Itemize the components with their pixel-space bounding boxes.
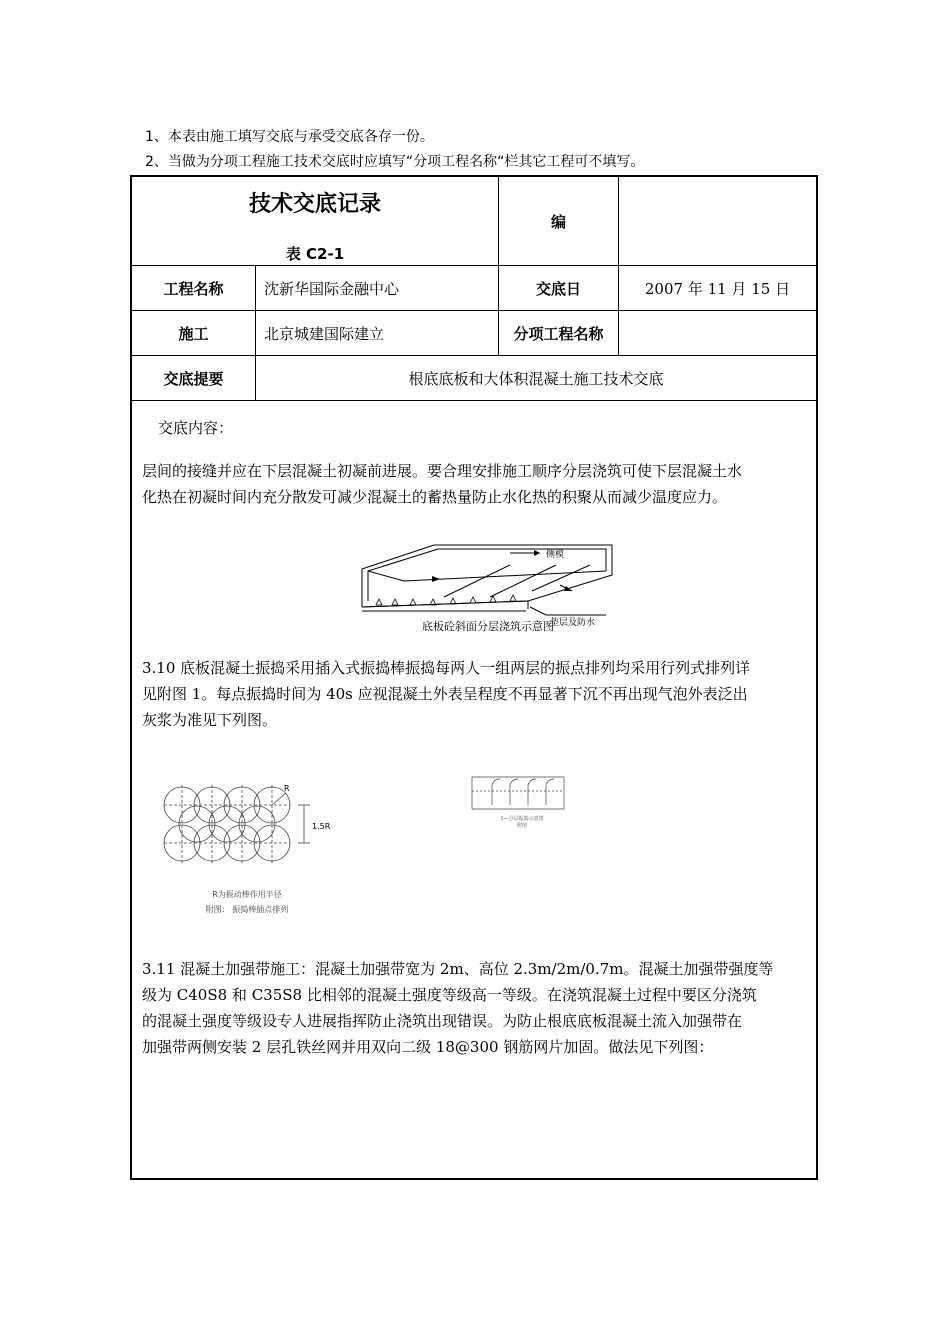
paragraph-line: 化热在初凝时间内充分散发可减少混凝土的蓄热量防止水化热的积聚从而减少温度应力。 — [142, 488, 728, 506]
contractor-value: 北京城建国际建立 — [264, 324, 385, 343]
form-title: 技术交底记录 — [248, 192, 381, 217]
contractor-label: 施工 — [178, 324, 209, 343]
paragraph-line: 3.11 混凝土加强带施工：混凝土加强带宽为 2m、高位 2.3m/2m/0.7m。混凝土加强带强度等 — [142, 960, 774, 978]
subproject-label: 分项工程名称 — [513, 324, 604, 343]
paragraph-layering — [142, 458, 810, 510]
figure-vibrator-points — [162, 777, 332, 873]
summary-label: 交底提要 — [163, 369, 224, 388]
figure-caption-slope: 底板砼斜面分层浇筑示意图 — [422, 620, 554, 633]
disclosure-form — [130, 175, 818, 1180]
note-1: 1、本表由施工填写交底与承受交底各存一份。 — [145, 129, 434, 145]
figure-caption-radius: R为振动棒作用半径 — [212, 890, 282, 899]
date-label: 交底日 — [535, 279, 581, 298]
figure-label-bedding: 垫层及防水 — [550, 618, 596, 628]
figure-layered-vibration — [470, 773, 566, 813]
paragraph-line: 灰浆为准见下列图。 — [142, 711, 278, 729]
project-label: 工程名称 — [163, 279, 224, 298]
code-value — [619, 177, 816, 265]
paragraph-line: 层间的接缝并应在下层混凝土初凝前进展。要合理安排施工顺序分层浇筑可使下层混凝土水 — [142, 462, 743, 480]
row-divider — [132, 400, 816, 401]
paragraph-line: 3.10 底板混凝土振捣采用插入式振捣棒振捣每两人一组两层的振点排列均采用行列式排列详 — [142, 659, 751, 677]
paragraph-vibration — [142, 655, 810, 733]
paragraph-line: 见附图 1。每点振捣时间为 40s 应视混凝土外表呈程度不再显著下沉不再出现气泡外表泛出 — [142, 685, 748, 703]
form-number: 表 C2-1 — [285, 245, 345, 263]
figure-caption-points: 附图： 振捣棒插点排列 — [205, 905, 289, 914]
figure-label-side-form: 侧模 — [546, 550, 565, 560]
note-2: 2、当做为分项工程施工技术交底时应填写“分项工程名称“栏其它工程可不填写。 — [145, 154, 645, 170]
project-value: 沈新华国际金融中心 — [264, 279, 400, 298]
paragraph-line: 级为 C40S8 和 C35S8 比相邻的混凝土强度等级高一等级。在浇筑混凝土过程中要区分浇筑 — [142, 986, 757, 1004]
paragraph-line: 的混凝土强度等级设专人进展指挥防止浇筑出现错误。为防止根底底板混凝土流入加强带在 — [142, 1012, 743, 1030]
figure-caption-layered-sub: 附图 — [516, 823, 527, 829]
figure-label-dimension: 1.5R — [312, 822, 331, 831]
paragraph-reinforcement-band — [142, 956, 810, 1060]
paragraph-line: 加强带两侧安装 2 层孔铁丝网并用双向二级 18@300 钢筋网片加固。做法见下列图： — [142, 1038, 714, 1056]
figure-caption-layered: 1—分层振捣示意图 — [500, 816, 544, 822]
date-value: 2007 年 11 月 15 日 — [644, 279, 791, 298]
code-label: 编 — [550, 212, 566, 231]
content-label: 交底内容： — [158, 419, 234, 437]
subproject-value — [619, 311, 816, 355]
figure-label-radius: R — [284, 784, 290, 793]
summary-value: 根底底板和大体积混凝土施工技术交底 — [408, 369, 664, 388]
